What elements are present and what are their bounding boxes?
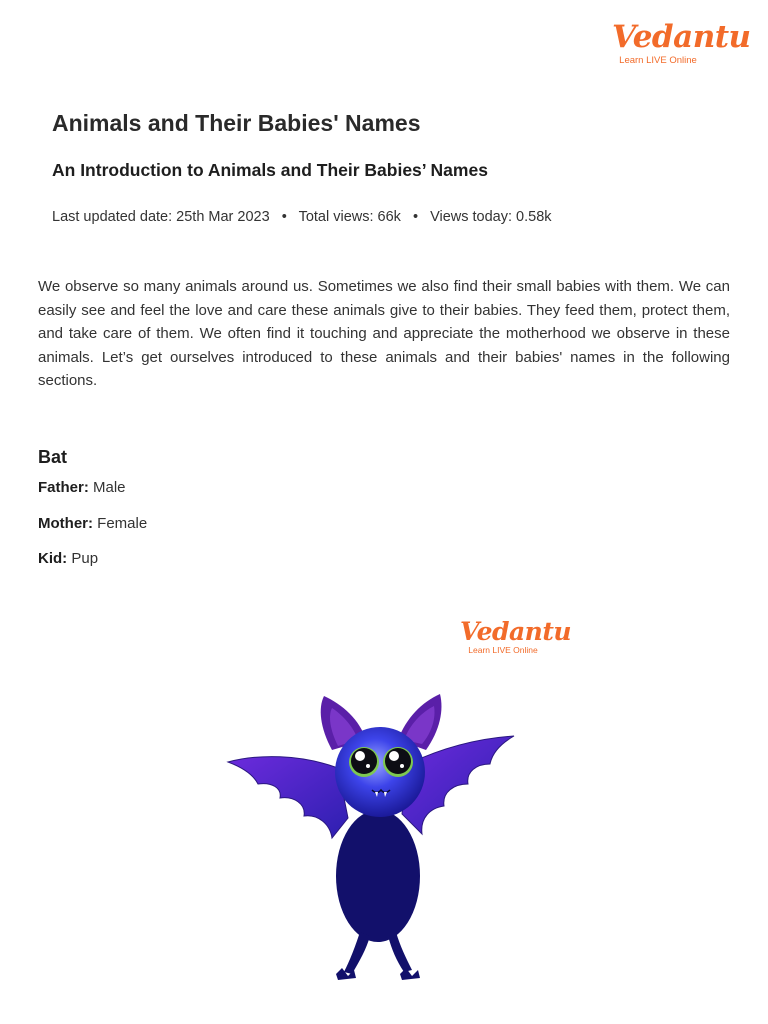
page-title: Animals and Their Babies' Names	[52, 110, 421, 136]
bat-body	[336, 810, 420, 942]
left-eye	[351, 748, 377, 774]
mother-label: Mother:	[38, 515, 93, 532]
father-value: Male	[93, 479, 126, 496]
left-wing	[228, 757, 348, 838]
right-leg	[388, 932, 412, 972]
left-leg	[344, 932, 370, 974]
total-views: Total views: 66k	[298, 209, 401, 225]
views-today: Views today: 0.58k	[430, 209, 552, 225]
right-eye-shine	[389, 751, 399, 761]
right-eye	[385, 748, 411, 774]
animal-heading: Bat	[38, 447, 68, 467]
father-row	[38, 479, 126, 496]
kid-value: Pup	[71, 550, 99, 567]
mother-row	[38, 515, 147, 532]
bat-illustration	[220, 688, 520, 988]
watermark-wordmark: Vedantu	[460, 617, 572, 646]
logo-tagline: Learn LIVE Online	[619, 55, 697, 66]
father-label: Father:	[38, 479, 89, 496]
kid-row	[38, 550, 98, 567]
kid-label: Kid:	[38, 550, 68, 567]
page-subtitle: An Introduction to Animals and Their Babies’ Names	[52, 160, 488, 180]
left-eye-shine	[355, 751, 365, 761]
vedantu-watermark	[460, 617, 572, 655]
intro-paragraph: We observe so many animals around us. Sometimes we also find their small babies with them. We can easily see and feel the love and care these animals give to their babies. They feed them, protect them, and take care of them. We often find it touching and appreciate the motherhood we observe in these animals. Let’s get ourselves introduced to these animals and their babies' names in the following sections.	[38, 278, 730, 389]
bat-head	[335, 727, 425, 817]
left-eye-shine-small	[366, 764, 370, 768]
article-meta	[52, 209, 552, 225]
watermark-tagline: Learn LIVE Online	[468, 645, 538, 655]
logo-wordmark: Vedantu	[612, 19, 751, 55]
mother-value: Female	[97, 515, 148, 532]
meta-separator: •	[281, 209, 287, 225]
vedantu-logo	[612, 19, 751, 66]
meta-separator: •	[412, 209, 419, 225]
last-updated-date: Last updated date: 25th Mar 2023	[52, 209, 270, 225]
right-eye-shine-small	[400, 764, 404, 768]
